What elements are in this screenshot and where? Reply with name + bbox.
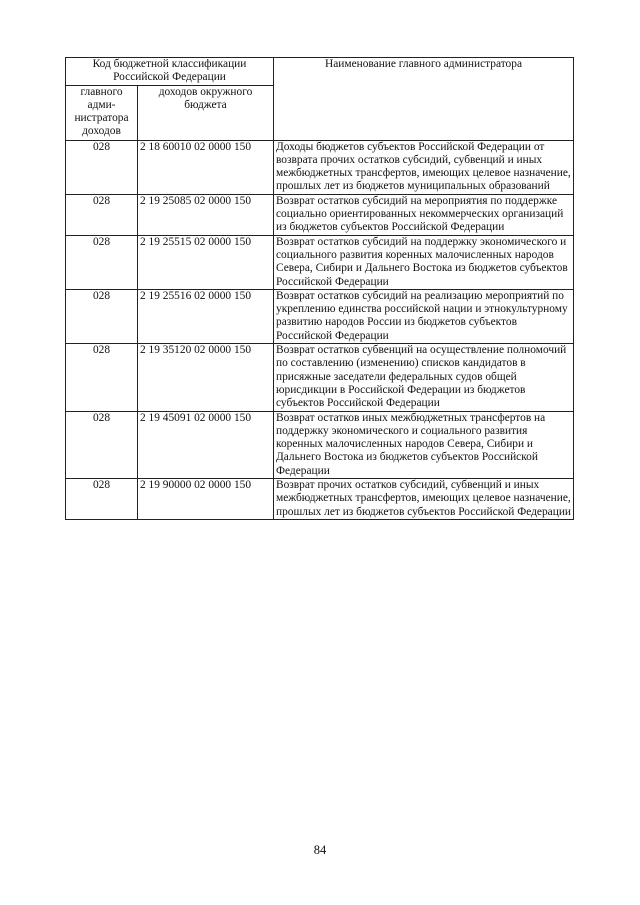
table-row — [66, 235, 574, 289]
table-row — [66, 140, 574, 194]
header-row-group — [66, 58, 574, 86]
table-row — [66, 344, 574, 411]
admin-name-cell: Возврат остатков субсидий на мероприятия по поддержке социально ориентированных некоммерческих организаций из бюджетов субъектов Российской Федерации — [274, 194, 574, 235]
header-admin-name: Наименование главного администратора — [274, 58, 574, 141]
page-number: 84 — [313, 843, 327, 857]
income-code-cell: 2 19 45091 02 0000 150 — [138, 411, 274, 478]
income-code-cell: 2 19 90000 02 0000 150 — [138, 479, 274, 520]
admin-name-cell: Возврат прочих остатков субсидий, субвенций и иных межбюджетных трансфертов, имеющих целевое назначение, прошлых лет из бюджетов субъектов Российской Федерации — [274, 479, 574, 520]
table-row — [66, 289, 574, 343]
table-row — [66, 411, 574, 478]
budget-classification-table — [65, 57, 574, 520]
header-main-admin: главного адми-нистратора доходов — [66, 85, 138, 140]
header-income: доходов окружного бюджета — [138, 85, 274, 140]
header-group-title: Код бюджетной классификации Российской Федерации — [66, 58, 274, 86]
admin-code-cell: 028 — [66, 479, 138, 520]
table-row — [66, 194, 574, 235]
admin-name-cell: Возврат остатков иных межбюджетных трансфертов на поддержку экономического и социального развития коренных малочисленных народов Севера, Сибири и Дальнего Востока из бюджетов субъектов Российской Федерации — [274, 411, 574, 478]
admin-name-cell: Возврат остатков субвенций на осуществление полномочий по составлению (изменению) списков кандидатов в присяжные заседатели федеральных судов общей юрисдикции в Российской Федерации из бюджетов субъектов Российской Федерации — [274, 344, 574, 411]
admin-code-cell: 028 — [66, 140, 138, 194]
admin-name-cell: Возврат остатков субсидий на реализацию мероприятий по укреплению единства российской нации и этнокультурному развитию народов России из бюджетов субъектов Российской Федерации — [274, 289, 574, 343]
admin-name-cell: Доходы бюджетов субъектов Российской Федерации от возврата прочих остатков субсидий, субвенций и иных межбюджетных трансфертов, имеющих целевое назначение, прошлых лет из бюджетов муниципальных образований — [274, 140, 574, 194]
admin-name-cell: Возврат остатков субсидий на поддержку экономического и социального развития коренных малочисленных народов Севера, Сибири и Дальнего Востока из бюджетов субъектов Российской Федерации — [274, 235, 574, 289]
income-code-cell: 2 19 25085 02 0000 150 — [138, 194, 274, 235]
admin-code-cell: 028 — [66, 411, 138, 478]
income-code-cell: 2 19 25516 02 0000 150 — [138, 289, 274, 343]
admin-code-cell: 028 — [66, 344, 138, 411]
income-code-cell: 2 19 25515 02 0000 150 — [138, 235, 274, 289]
table-row — [66, 479, 574, 520]
income-code-cell: 2 18 60010 02 0000 150 — [138, 140, 274, 194]
admin-code-cell: 028 — [66, 235, 138, 289]
income-code-cell: 2 19 35120 02 0000 150 — [138, 344, 274, 411]
admin-code-cell: 028 — [66, 289, 138, 343]
admin-code-cell: 028 — [66, 194, 138, 235]
